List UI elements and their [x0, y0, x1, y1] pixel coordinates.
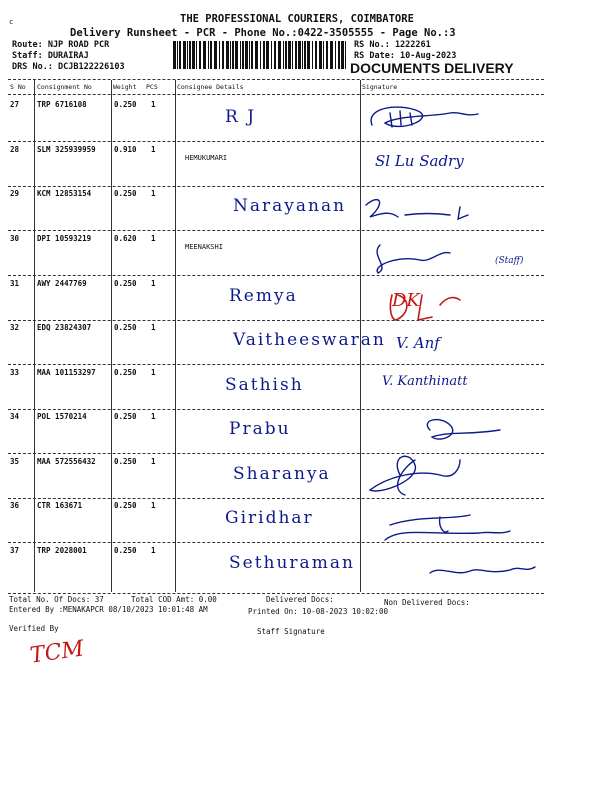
row-pcs: 1 — [151, 412, 156, 421]
row-sno: 27 — [10, 100, 20, 109]
row-sno: 30 — [10, 234, 20, 243]
barcode-bar — [183, 41, 186, 69]
row-sno: 33 — [10, 368, 20, 377]
barcode-bar — [315, 41, 317, 69]
row-sno: 36 — [10, 501, 20, 510]
row-weight: 0.250 — [114, 412, 137, 421]
row-weight: 0.250 — [114, 100, 137, 109]
col-weight: Weight — [113, 83, 137, 91]
barcode-bar — [312, 41, 313, 69]
footer-rule — [8, 593, 544, 594]
barcode-bar — [302, 41, 303, 69]
barcode-bar — [298, 41, 301, 69]
row-consignment: AWY 2447769 — [37, 279, 87, 288]
barcode-bar — [179, 41, 181, 69]
barcode-bar — [278, 41, 281, 69]
non-delivered-docs: Non Delivered Docs: — [384, 598, 470, 607]
barcode-bar — [187, 41, 188, 69]
row-consignment: MAA 572556432 — [37, 457, 96, 466]
barcode-bar — [242, 41, 244, 69]
row-consignment: TRP 6716108 — [37, 100, 87, 109]
col-sno: S No — [10, 83, 26, 91]
row-pcs: 1 — [151, 189, 156, 198]
row-handwritten-name: Prabu — [229, 419, 291, 439]
barcode-bar — [251, 41, 253, 69]
row-handwritten-name: Narayanan — [233, 196, 347, 216]
row-handwritten-name: R J — [225, 107, 257, 127]
staff-mark: (Staff) — [495, 256, 524, 266]
row-pcs: 1 — [151, 546, 156, 555]
signature-34 — [427, 420, 500, 440]
barcode-bar — [226, 41, 229, 69]
barcode-bar — [274, 41, 276, 69]
barcode-bar — [338, 41, 340, 69]
documents-delivery-stamp: DOCUMENTS DELIVERY — [350, 60, 514, 76]
company-name: THE PROFESSIONAL COURIERS, COIMBATORE — [180, 13, 414, 25]
barcode-bar — [266, 41, 269, 69]
barcode-bar — [283, 41, 284, 69]
col-consignment: Consignment No — [37, 83, 92, 91]
row-printed-consignee: MEENAKSHI — [185, 243, 223, 251]
row-consignment: EDQ 23824307 — [37, 323, 92, 332]
row-handwritten-name: Remya — [229, 286, 298, 306]
signature-35 — [370, 456, 460, 491]
entered-by: Entered By :MENAKAPCR 08/10/2023 10:01:48 AM — [9, 605, 208, 614]
barcode-bar — [319, 41, 322, 69]
row-handwritten-name: Giridhar — [225, 508, 314, 528]
row-handwritten-name: Vaitheeswaran — [233, 330, 386, 350]
row-consignment: MAA 101153297 — [37, 368, 96, 377]
col-consignee: Consignee Details — [177, 83, 244, 91]
row-sno: 32 — [10, 323, 20, 332]
barcode-bar — [263, 41, 265, 69]
barcode-bar — [260, 41, 261, 69]
total-cod: Total COD Amt: 0.00 — [131, 595, 217, 604]
barcode-bar — [292, 41, 293, 69]
total-docs: Total No. Of Docs: 37 — [9, 595, 104, 604]
signature-37 — [430, 567, 535, 573]
row-printed-consignee: HEMUKUMARI — [185, 154, 228, 162]
row-pcs: 1 — [151, 234, 156, 243]
row-consignment: TRP 2028001 — [37, 546, 87, 555]
barcode-bar — [173, 41, 176, 69]
row-handwritten-name: Sethuraman — [229, 553, 355, 573]
barcode-bar — [196, 41, 197, 69]
route-label: Route: NJP ROAD PCR — [12, 40, 110, 50]
barcode-bar — [240, 41, 241, 69]
row-pcs: 1 — [151, 279, 156, 288]
barcode-bar — [304, 41, 306, 69]
row-consignment: CTR 163671 — [37, 501, 83, 510]
signature-31-text: DK — [392, 290, 420, 311]
barcode-bar — [330, 41, 333, 69]
row-handwritten-name: Sharanya — [233, 464, 331, 484]
row-weight: 0.250 — [114, 323, 137, 332]
barcode-bar — [210, 41, 212, 69]
row-sno: 35 — [10, 457, 20, 466]
signature-30 — [377, 245, 450, 273]
barcode-bar — [285, 41, 287, 69]
row-sno: 31 — [10, 279, 20, 288]
row-pcs: 1 — [151, 323, 156, 332]
row-weight: 0.250 — [114, 501, 137, 510]
drs-number: DRS No.: DCJB122226103 — [12, 62, 125, 72]
row-pcs: 1 — [151, 100, 156, 109]
row-pcs: 1 — [151, 457, 156, 466]
row-sno: 29 — [10, 189, 20, 198]
row-weight: 0.250 — [114, 189, 137, 198]
row-sno: 28 — [10, 145, 20, 154]
row-weight: 0.910 — [114, 145, 137, 154]
row-weight: 0.250 — [114, 546, 137, 555]
row-consignment: POL 1570214 — [37, 412, 87, 421]
barcode-bar — [245, 41, 248, 69]
barcode-bar — [189, 41, 191, 69]
staff-signature-label: Staff Signature — [257, 627, 325, 636]
runsheet-title: Delivery Runsheet - PCR - Phone No.:0422-3505555 - Page No.:3 — [70, 27, 456, 39]
barcode-bar — [208, 41, 209, 69]
signature-29 — [366, 200, 468, 219]
barcode-bar — [341, 41, 344, 69]
row-consignment: KCM 12853154 — [37, 189, 92, 198]
barcode-bar — [295, 41, 297, 69]
column-divider — [111, 80, 112, 592]
signature-27 — [371, 107, 478, 126]
row-weight: 0.250 — [114, 368, 137, 377]
row-pcs: 1 — [151, 501, 156, 510]
barcode-bar — [326, 41, 328, 69]
barcode-bar — [177, 41, 178, 69]
table-top-rule — [8, 79, 544, 80]
signature-28-text: Sl Lu Sadry — [375, 152, 464, 170]
row-sno: 37 — [10, 546, 20, 555]
signature-36 — [385, 515, 510, 540]
verifier-initials: TCM — [28, 636, 86, 669]
row-pcs: 1 — [151, 145, 156, 154]
col-pcs: PCS — [146, 83, 158, 91]
staff-label: Staff: DURAIRAJ — [12, 51, 89, 61]
signature-32-text: V. Anf — [396, 334, 440, 352]
barcode-bar — [219, 41, 220, 69]
row-weight: 0.250 — [114, 279, 137, 288]
row-weight: 0.620 — [114, 234, 137, 243]
barcode-bar — [230, 41, 231, 69]
barcode-bar — [345, 41, 346, 69]
rs-number: RS No.: 1222261 — [354, 40, 431, 50]
barcode-bar — [271, 41, 272, 69]
delivered-docs: Delivered Docs: — [266, 595, 334, 604]
rs-date: RS Date: 10-Aug-2023 — [354, 51, 457, 61]
printed-on: Printed On: 10-08-2023 10:02:00 — [248, 607, 388, 616]
row-handwritten-name: Sathish — [225, 375, 304, 395]
barcode-bar — [288, 41, 291, 69]
barcode-bar — [199, 41, 201, 69]
col-signature: Signature — [362, 83, 398, 91]
barcode-bar — [222, 41, 224, 69]
corner-mark: c — [9, 18, 14, 26]
row-weight: 0.250 — [114, 457, 137, 466]
barcode-bar — [203, 41, 206, 69]
barcode-bar — [235, 41, 238, 69]
barcode-bar — [214, 41, 217, 69]
signature-33-text: V. Kanthinatt — [382, 374, 468, 389]
barcode-bar — [307, 41, 310, 69]
barcode-image — [171, 39, 351, 71]
barcode-bar — [192, 41, 195, 69]
barcode-bar — [323, 41, 324, 69]
barcode-bar — [335, 41, 336, 69]
row-consignment: DPI 10593219 — [37, 234, 92, 243]
barcode-bar — [255, 41, 258, 69]
column-divider — [175, 80, 176, 592]
barcode-bar — [249, 41, 250, 69]
verified-by: Verified By — [9, 624, 59, 633]
row-pcs: 1 — [151, 368, 156, 377]
barcode-bar — [232, 41, 234, 69]
column-divider — [34, 80, 35, 592]
row-sno: 34 — [10, 412, 20, 421]
row-consignment: SLM 325939959 — [37, 145, 96, 154]
